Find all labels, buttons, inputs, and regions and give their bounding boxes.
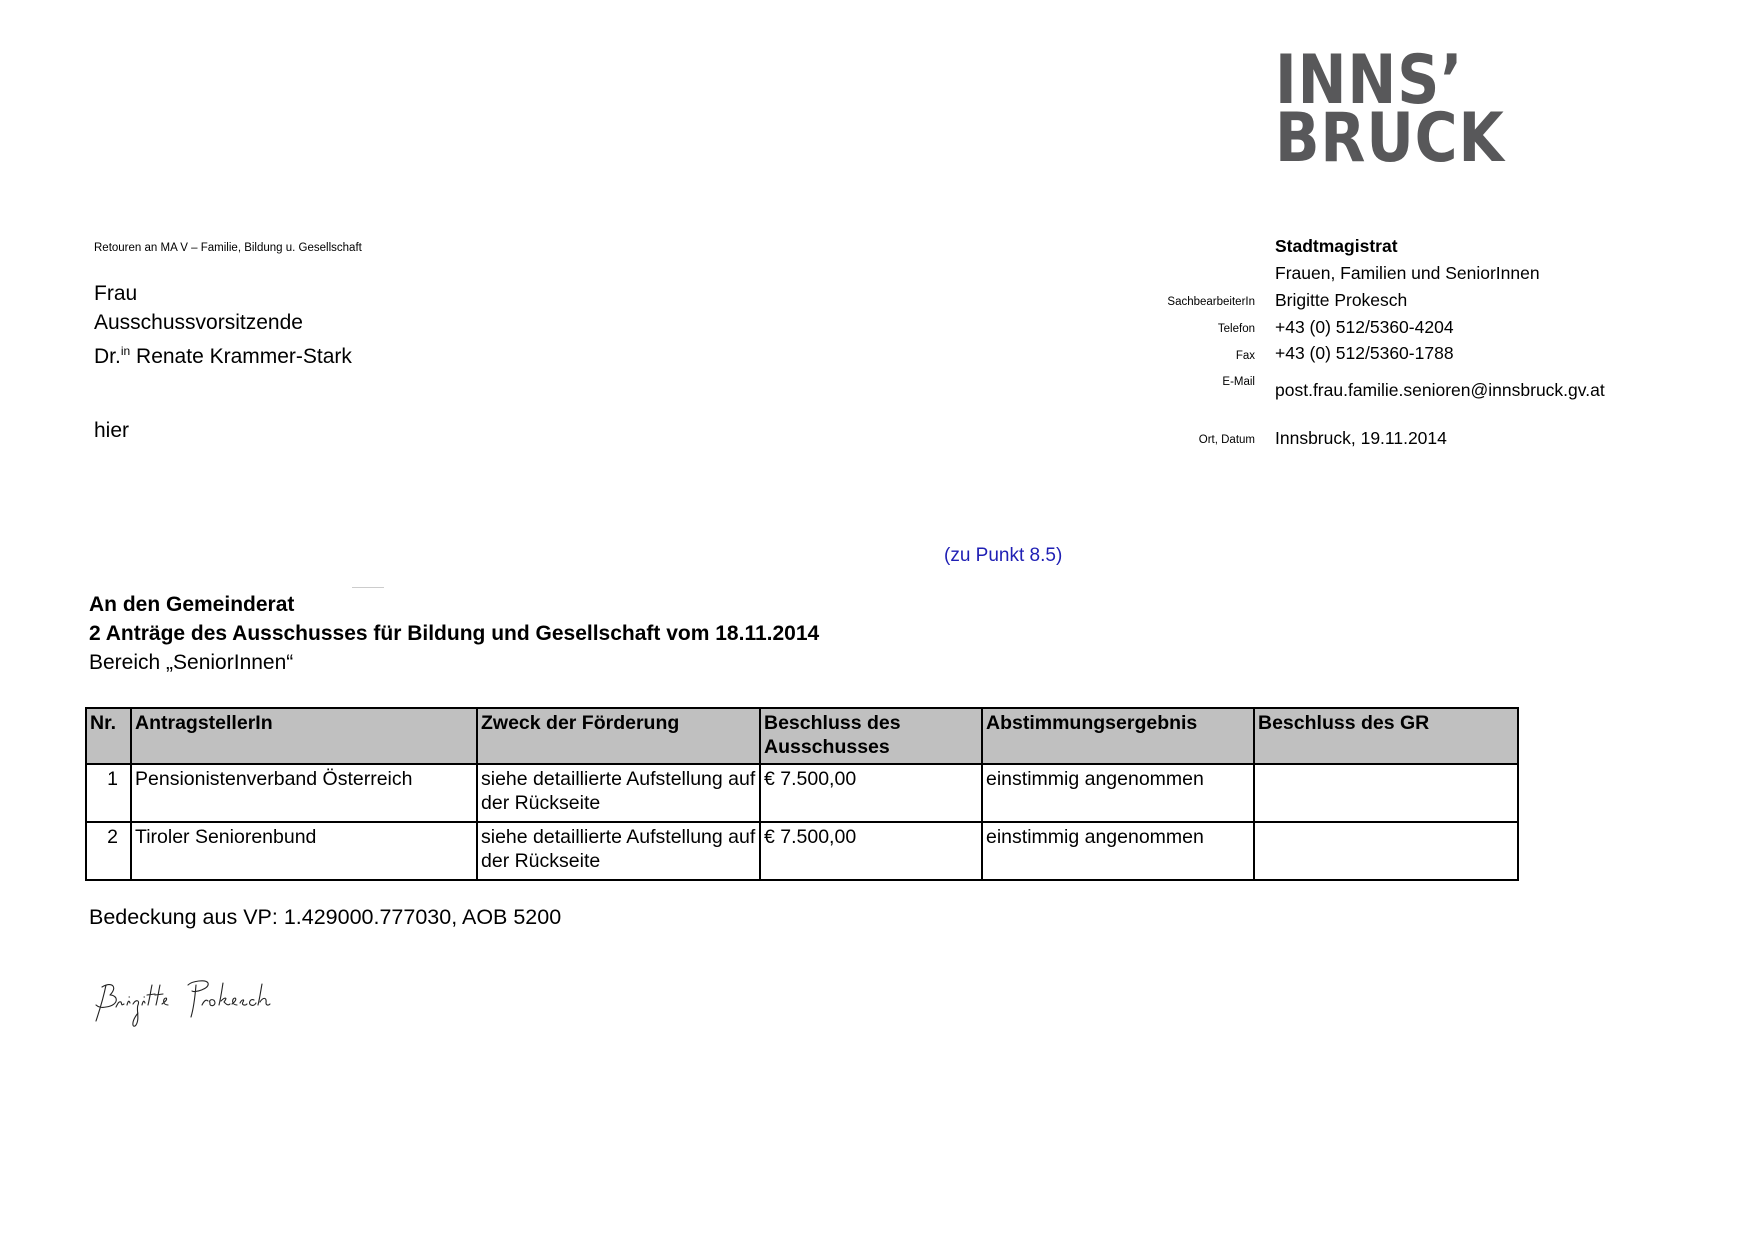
recipient-hier: hier [94,419,130,442]
row-nr: 1 [86,764,131,822]
recipient-title-sup: in [120,344,131,358]
row-nr: 2 [86,822,131,880]
recipient-fullname: Renate Krammer-Stark [136,345,352,368]
row-vote: einstimmig angenommen [982,822,1254,880]
recipient-title: Dr. [94,345,121,368]
logo-line-1: INNS’ [1275,41,1464,120]
heading-area: Bereich „SeniorInnen“ [89,651,294,674]
date-label: Ort, Datum [1198,434,1255,446]
sender-dept: Frauen, Familien und SeniorInnen [1275,263,1540,283]
heading-title: 2 Anträge des Ausschusses für Bildung und Gesellschaft vom 18.11.2014 [89,622,820,645]
table-row [86,822,1518,880]
phone-label: Telefon [1217,323,1255,335]
phone-value: +43 (0) 512/5360-4204 [1275,317,1454,337]
sender-org: Stadtmagistrat [1275,236,1398,256]
row-applicant: Pensionistenverband Österreich [131,764,477,822]
coverage-note: Bedeckung aus VP: 1.429000.777030, AOB 5200 [89,905,562,929]
row-gr-decision [1254,822,1518,880]
row-purpose: siehe detaillierte Aufstellung auf der Rückseite [477,764,760,822]
date-value: Innsbruck, 19.11.2014 [1275,428,1447,448]
email-value: post.frau.familie.senioren@innsbruck.gv.at [1275,380,1605,400]
table-row [86,764,1518,822]
return-address: Retouren an MA V – Familie, Bildung u. Gesellschaft [94,242,362,254]
col-header-gr-decision: Beschluss des GR [1254,708,1518,764]
fax-label: Fax [1235,350,1255,362]
recipient-role: Ausschussvorsitzende [94,311,303,334]
email-label: E-Mail [1222,376,1255,388]
clerk-value: Brigitte Prokesch [1275,290,1408,310]
col-header-purpose: Zweck der Förderung [477,708,760,764]
fax-value: +43 (0) 512/5360-1788 [1275,343,1454,363]
col-header-nr: Nr. [86,708,131,764]
innsbruck-logo [1275,41,1505,178]
col-header-committee-decision: Beschluss des Ausschusses [760,708,982,764]
heading-recipient: An den Gemeinderat [89,593,295,616]
row-amount: € 7.500,00 [760,764,982,822]
applications-table [85,707,1519,881]
recipient-salutation: Frau [94,282,138,305]
col-header-applicant: AntragstellerIn [131,708,477,764]
divider [352,587,384,588]
row-gr-decision [1254,764,1518,822]
recipient-name [94,337,352,371]
row-applicant: Tiroler Seniorenbund [131,822,477,880]
row-amount: € 7.500,00 [760,822,982,880]
row-purpose: siehe detaillierte Aufstellung auf der Rückseite [477,822,760,880]
agenda-reference: (zu Punkt 8.5) [944,545,1063,566]
logo-line-2: BRUCK [1275,99,1505,178]
table-header-row [86,708,1518,764]
handwritten-signature [88,975,288,1035]
col-header-vote: Abstimmungsergebnis [982,708,1254,764]
clerk-label: SachbearbeiterIn [1167,296,1255,308]
row-vote: einstimmig angenommen [982,764,1254,822]
